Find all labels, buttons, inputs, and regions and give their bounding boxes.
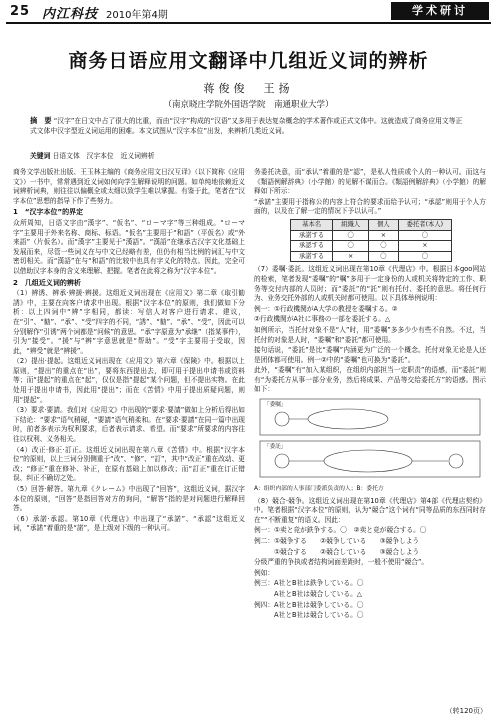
paragraph: ②行政機関がA社に事務の一部を委託する。△ (254, 315, 391, 324)
table-row (291, 241, 452, 252)
table-cell: 承諾する (291, 251, 333, 262)
table-header-cell: 委托者(本人) (398, 219, 451, 230)
table-header-cell: 組織人 (333, 219, 369, 230)
issue-label: 2010年第4期 (106, 10, 168, 21)
continuation-note: （转120页） (445, 707, 487, 715)
section-heading: 1 “汉字本位”的界定 (13, 208, 84, 217)
comparison-table (290, 219, 452, 262)
table-cell: 〇 (398, 251, 451, 262)
article-affiliation: （南京晓庄学院外国语学院 南通职业大学） (163, 100, 334, 110)
example-line: A社とB社は競合している。△ (254, 590, 362, 598)
table-cell: × (333, 251, 369, 262)
example-line: 例二：①競争する ②競争している ③競争しよう (254, 537, 420, 546)
abstract (30, 116, 467, 136)
example-line: A社とB社は競合している。〇 (254, 611, 364, 620)
header-rule (6, 22, 491, 24)
paragraph: 例一：①行政機関がA大学の教授を委嘱する。② (254, 304, 398, 313)
table-header-cell: 個人 (369, 219, 399, 230)
diagram-label-b: 「委託」 (264, 444, 287, 451)
paragraph: （5）回答·解答。第九章《クレーム》中出现了“回答”，这组近义词，据汉字本位的原则，“回答”是指回答对方的询问，“解答”指的是对问题进行解释回答。 (13, 485, 245, 513)
paragraph: （6）承諾·承認。第10章《代理店》中出现了“承諾”、“承認”这组近义词，“承諾”着重的是“諾”，是上级对下级的一种认可。 (13, 514, 245, 533)
abstract-label: 摘 要 (30, 116, 52, 125)
page-number: 25 (10, 4, 31, 19)
paragraph: 如例所示，当托付对象不是“人”时，用“委嘱”多多少少有些不自然。不过，当托付的对象是人时，“委嘱”和“委託”都可使用。 (254, 325, 486, 344)
abstract-text: “汉字”在日文中占了很大的比重，而由“汉字”构成的“汉语”又多用于表达复杂概念的学术著作或正式文体中。这就造成了商务应用文等正式文体中汉字型近义词运用的困难。本文试图从“汉字本位”出发，来辨析几类近义词。 (30, 117, 463, 135)
journal-name: 内江科技 (42, 7, 99, 22)
section-heading: 2 几组近义词的辨析 (13, 278, 81, 287)
diagram-ellipse (324, 450, 412, 472)
figure-caption: A：组织内部的人事部门委派负责的人；B：委托方 (254, 486, 384, 493)
paragraph: （2）提出·提起。这组近义词出现在《应用文》第六章《保険》中。根据以上原则，“提出”的重点在“出”，要将东西提出去，即可用于提出申请书或资料等；而“提起”的重点在“起”，仅仅是指“提起”某个问题，但不提出实物。在此处用于提出申请书，因此用“提出”；而在《苦情》中用于提出质疑问题，则用“提起”。 (13, 357, 245, 404)
keywords-text: 日语文体 汉字本位 近义词辨析 (52, 152, 155, 160)
table-cell: 〇 (398, 230, 451, 241)
left-column (13, 168, 245, 535)
paragraph: 众所周知，日语文字由“漢字”、“仮名”、“ローマ字”等三种组成。“ローマ字”主要用于外来名称、商标、标语。“仮名”主要用于“和語”（平仮名）或“外来語”（片仮名）。而“漢字”主要见于“漢語”。“漢語”在继承古汉字文化基础上发展而来，尽管一些词义在与中文已经略有差，但仍有相当比例的词汇与中文密切相关。而“漢語”在与“和語”的比较中也具有字义化的特点。因此，完全可以借助汉字本身的含义来理解、把握。笔者在此将之称为“汉字本位”。 (13, 218, 245, 275)
example-line: 例一：①卖と竞が鉄争する。〇 ②卖と竞が競合する。〇 (254, 526, 427, 535)
paragraph: （8）競合·競争。这组近义词出现在第10章《代理店》第4部《代理店契約》中。笔者根据“汉字本位”的原则，认为“競合”这个词有“同等品质的东西同时存在”“不断重复”的语义。因此： (254, 496, 486, 524)
paragraph: （1）辨诱、辨承·辨援·辨援。这组近义词出现在《应用文》第二章《取引勧誘》中，主要在向客户请求中出现。根据“汉字本位”的原则，我们做如下分析：以上四词中“辨”字相同，都读：写信人对客户进行请求、建议，在“引”、“勧”、“承”、“受”四字的不同，“誘”、“勧”、“承”、“受”，因此可以分别解作“引诱”两个词都是“问候”的意思。“承”字原意为“承继”（指某事件），引为“接受”。“援”与“辨”字意思就是“帮助”。“受”字主要用于受取，因此，“辨受”就是“辨援”。 (13, 289, 245, 355)
article-title: 商务日语应用文翻译中几组近义词的辨析 (68, 50, 429, 72)
table-cell: 〇 (369, 241, 399, 252)
keywords-label: 关键词 (30, 152, 51, 160)
right-column (254, 168, 486, 622)
table-row (291, 230, 452, 241)
diagram-box-b (260, 441, 480, 477)
table-cell: 〇 (333, 241, 369, 252)
section-badge: 学术研讨 (391, 2, 489, 20)
paragraph: 接句话说，“委託”是比“委嘱”内涵更为广泛的一个概念。托付对象无论是人还是团体都可使用。例一②中的“委嘱”也可换为“委託”。 (254, 346, 486, 364)
paragraph: （3）要求·要請。我们对《应用文》中出现的“要求·要請”做如上分析后得出如下结论：“要求”语气稍硬，“要請”语气稍柔和。在“要求·要請”在同一篇中出现时，前者多表示为权利要求，后者表示请求、希望。而“要求”所要求的内容往往以权利、义务相关。 (13, 406, 245, 444)
table-header-cell: 基本名 (291, 219, 333, 230)
diagram-circle (275, 412, 289, 426)
paragraph: （4）改正·修正·訂正。这组近义词出现在第八章《苦情》中。根据“汉字本位”的原则，以上三词分别侧重于“改”、“修”、“訂”，其中“改正”重在改动、更改；“修正”重在修补、补正，在原有基础上加以修改；而“訂正”重在订正错误、纠正不确切之处。 (13, 445, 245, 483)
table-cell: × (398, 241, 451, 252)
table-cell: 〇 (369, 251, 399, 262)
table-cell: 承認する (291, 241, 333, 252)
table-cell: × (369, 230, 399, 241)
diagram-circle (275, 454, 289, 468)
diagram-ellipse (308, 409, 388, 429)
paragraph: 务委托决意，而“承认”着重的是“認”，是私人性质或个人的一种认可。而这与《類語例解辞典》（小学館）的见解不谋而合。《類語例解辞典》（小学館）的解释如下所示： (254, 168, 486, 196)
diagram-box-a (260, 399, 480, 435)
example-line: 例三：A社とB社は鉄争している。〇 (254, 579, 364, 588)
paragraph: 此外，“委嘱”有“加入某组织，在组织内部担当一定职责”的语感，而“委託”则有“为委托方从事一部分业务，然后将成果、产品等交给委托方”的语感。图示如下： (254, 366, 486, 394)
paragraph: （7）委嘱·委託。这组近义词出现在第10章《代理店》中。根据日本goo网站的检索，笔者发现“委嘱”的“嘱”多用于一定身份的人或机关将特定的工作、职务等交付内部的人员时；而“委託”的“託”则有托付、委托的意思。将任何行为、业务交托外部的人或机关时都可使用。以下具体举例说明： (254, 265, 486, 303)
example-line: ①競合する ②競合している ③競合しよう (254, 547, 420, 556)
diagram-graphic (258, 397, 484, 483)
paragraph: 分级严重的争执或者结构词面差距时，一般不使用“競合”。 (254, 558, 429, 567)
diagram-label-a: 「委嘱」 (264, 402, 287, 409)
paragraph: 商务文学出版社出版、王玉林主编的《商务应用文日汉互译》（以下简称《应用文》）一书中，常常遇到近义词如何向学生解释说明的问题。如单纯地依赖近义词辨析词典，则往往以偏概全或太细以致学生难以掌握。有鉴于此，笔者在“汉字本位”思想的指导下作了些努力。 (13, 168, 245, 205)
example-line: 例四：A社とB社は競争している。〇 (254, 600, 364, 609)
diagram-circle (449, 454, 463, 468)
page-header (0, 0, 497, 24)
paragraph: “承諾”主要用于指称公的内容上符合的要求而给予认可；“承認”则用于个人方面的，以及在了解一定的情况下予以认可。” (254, 197, 486, 216)
keywords (30, 150, 467, 160)
example-line: 例如： (254, 568, 275, 577)
comparison-diagram (258, 397, 486, 483)
table-cell: 承諾する (291, 230, 333, 241)
table-row (291, 251, 452, 262)
article-authors: 蒋俊俊 王扬 (203, 82, 294, 95)
table-cell: 〇 (333, 230, 369, 241)
